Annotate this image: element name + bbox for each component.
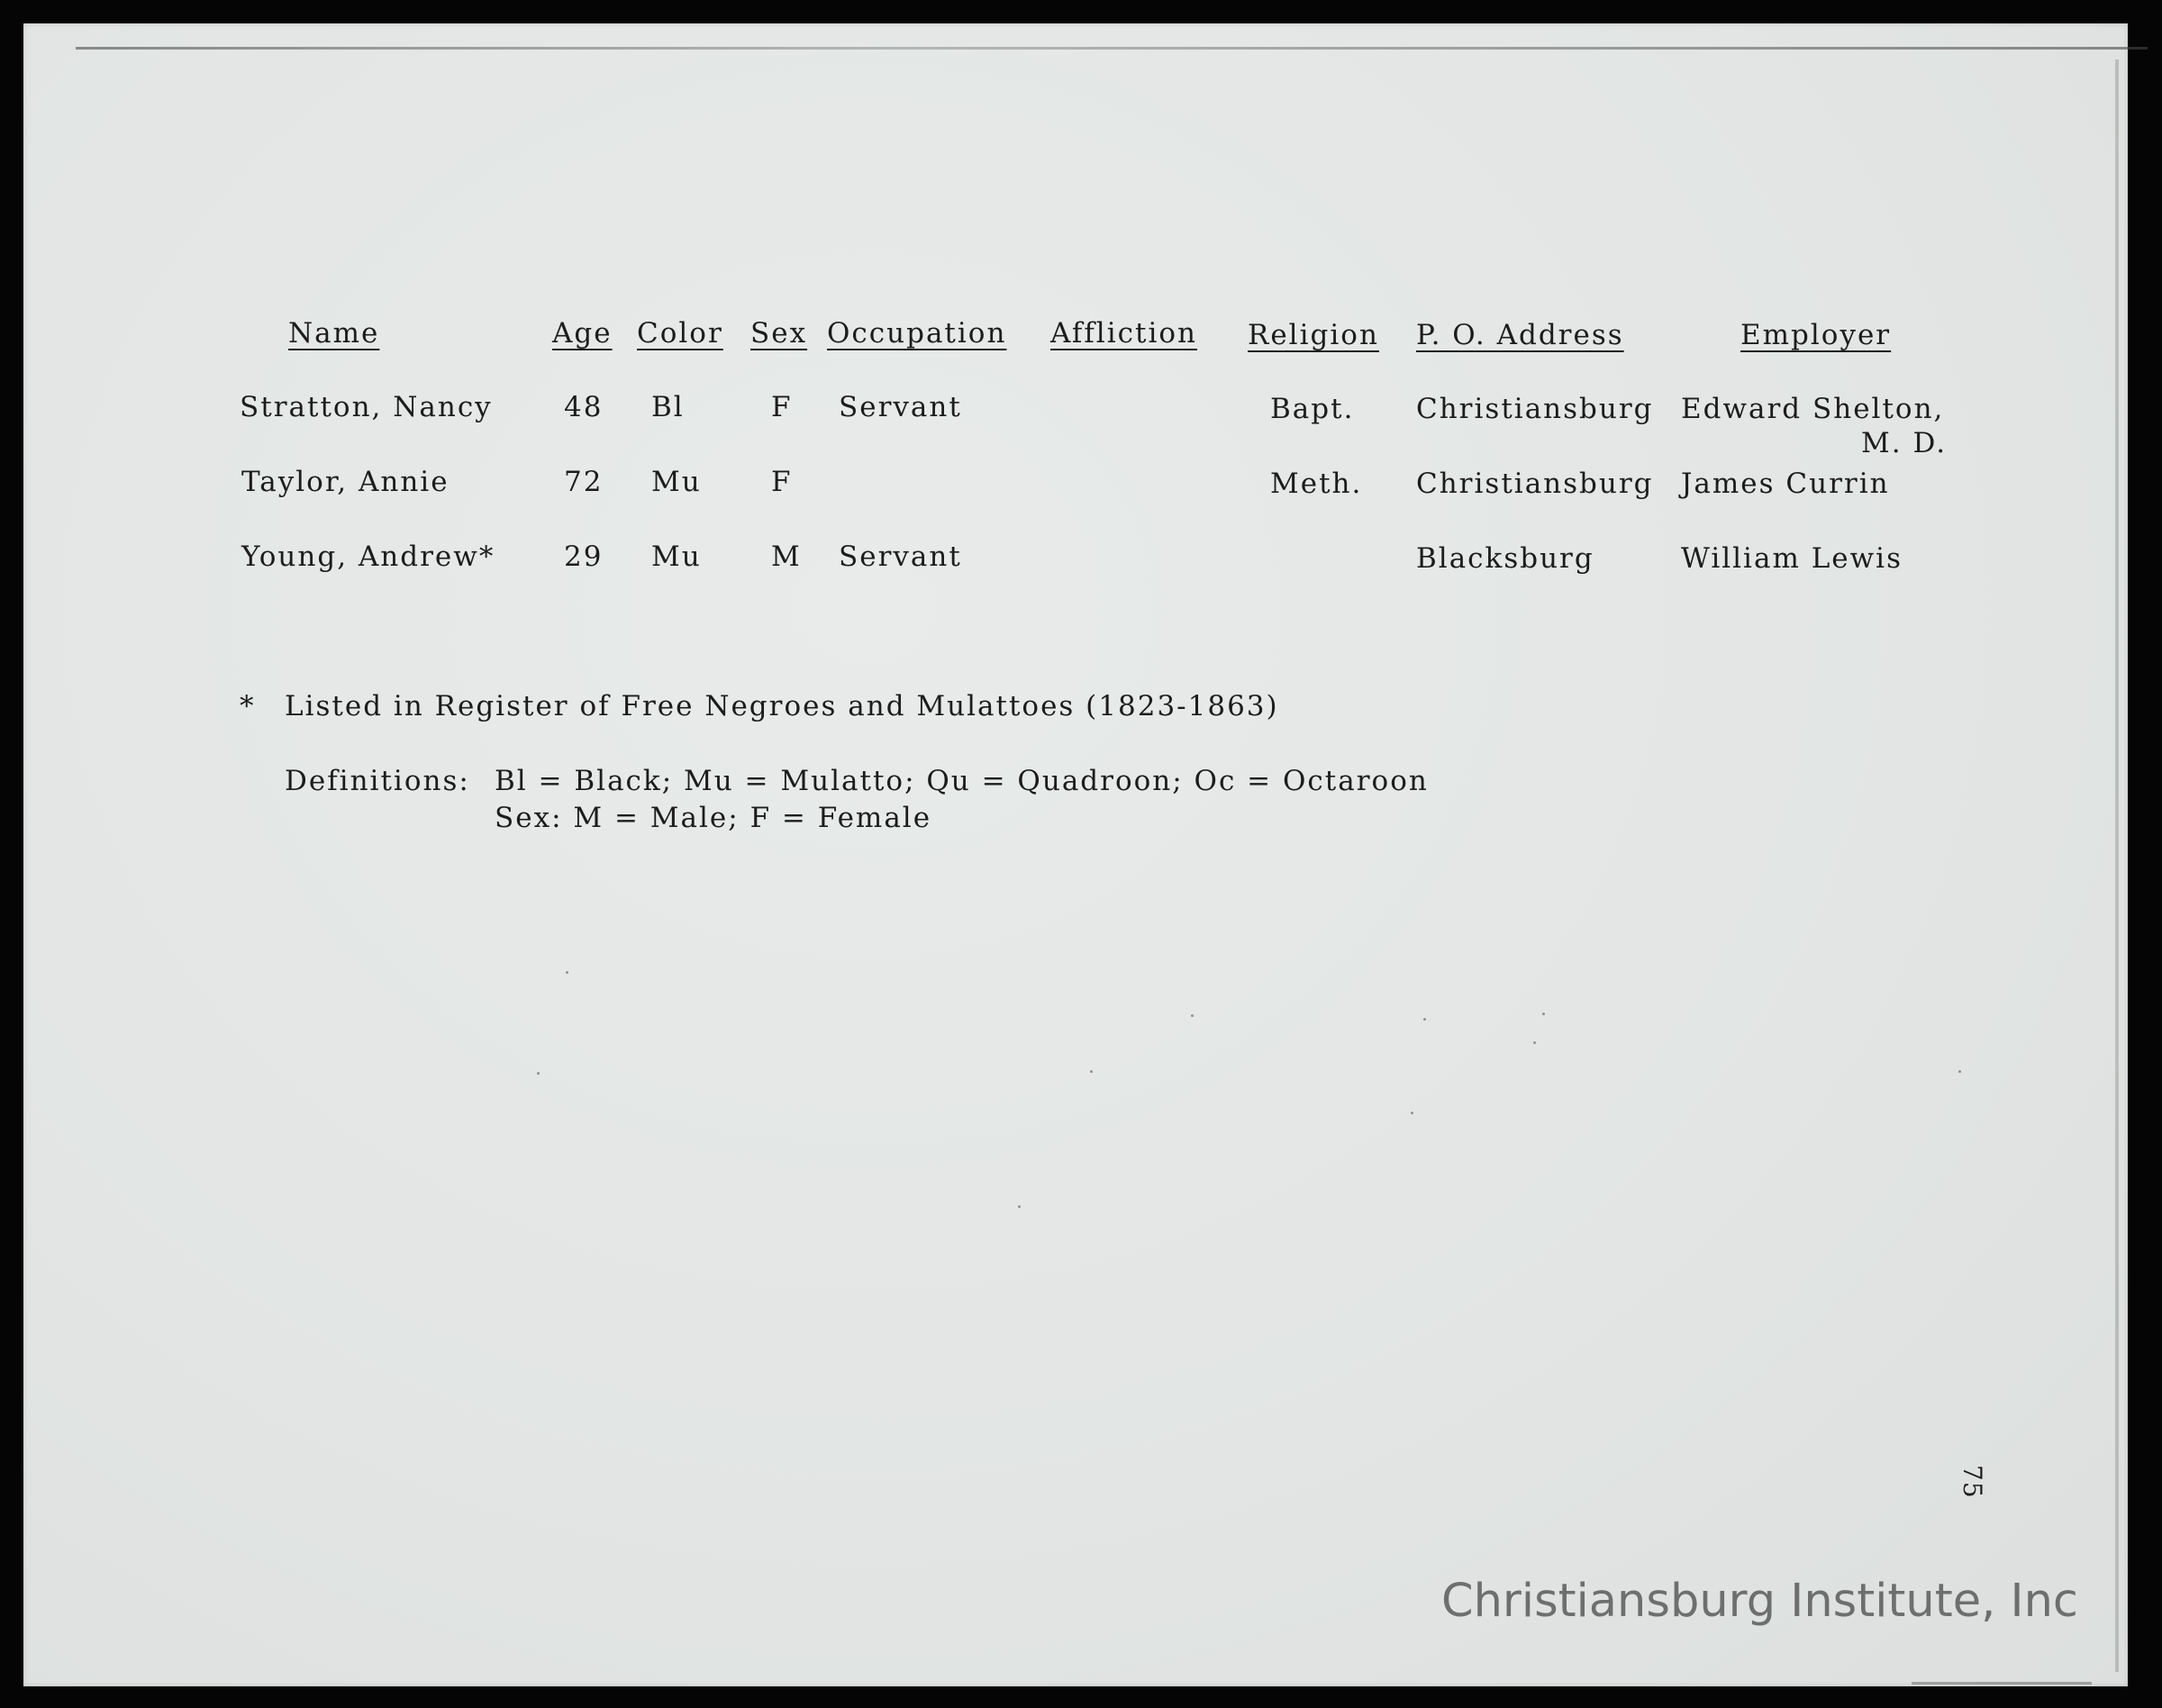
paper-speck xyxy=(1533,1041,1536,1044)
cell-employer: William Lewis xyxy=(1681,542,1903,575)
header-name: Name xyxy=(288,317,380,350)
header-address: P. O. Address xyxy=(1416,319,1624,351)
header-sex: Sex xyxy=(750,317,808,350)
cell-sex: F xyxy=(771,391,793,423)
cell-sex: M xyxy=(771,541,802,573)
cell-age: 72 xyxy=(564,466,604,498)
cell-employer: Edward Shelton, xyxy=(1681,393,1945,425)
cell-color: Bl xyxy=(651,391,685,423)
header-occupation: Occupation xyxy=(827,317,1007,350)
cell-sex: F xyxy=(771,466,793,498)
cell-age: 48 xyxy=(564,391,604,423)
document-page xyxy=(23,23,2128,1686)
cell-employer: James Currin xyxy=(1681,468,1890,500)
definitions-color-line: Bl = Black; Mu = Mulatto; Qu = Quadroon; Oc = Octaroon xyxy=(495,765,1429,797)
cell-occupation: Servant xyxy=(839,541,962,573)
page-edge-shadow xyxy=(2115,59,2119,1672)
watermark-text: Christiansburg Institute, Inc xyxy=(1441,1575,2078,1628)
cell-name: Stratton, Nancy xyxy=(240,391,493,423)
paper-speck xyxy=(566,971,568,974)
cell-religion: Bapt. xyxy=(1270,393,1355,425)
definitions-label: Definitions: xyxy=(285,765,470,797)
cell-color: Mu xyxy=(651,466,702,498)
bottom-edge-line xyxy=(1912,1682,2092,1685)
header-religion: Religion xyxy=(1248,319,1379,351)
cell-color: Mu xyxy=(651,541,702,573)
paper-speck xyxy=(1018,1205,1021,1208)
paper-speck xyxy=(1423,1018,1426,1021)
paper-speck xyxy=(1542,1013,1545,1015)
top-edge-line xyxy=(76,47,2148,50)
cell-occupation: Servant xyxy=(839,391,962,423)
cell-name: Young, Andrew* xyxy=(241,541,495,573)
cell-employer-line2: M. D. xyxy=(1861,427,1948,459)
cell-name: Taylor, Annie xyxy=(241,466,450,498)
header-employer: Employer xyxy=(1740,319,1892,351)
paper-speck xyxy=(1191,1014,1194,1017)
cell-religion: Meth. xyxy=(1270,468,1363,500)
paper-speck xyxy=(1411,1112,1413,1114)
cell-age: 29 xyxy=(564,541,604,573)
footnote-text: Listed in Register of Free Negroes and Mulattoes (1823-1863) xyxy=(285,690,1279,722)
cell-address: Christiansburg xyxy=(1416,468,1654,500)
header-affliction: Affliction xyxy=(1050,317,1197,350)
definitions-sex-line: Sex: M = Male; F = Female xyxy=(495,802,932,834)
header-color: Color xyxy=(637,317,723,350)
paper-speck xyxy=(1958,1070,1961,1073)
cell-address: Christiansburg xyxy=(1416,393,1654,425)
page-number: 75 xyxy=(1958,1465,1987,1499)
paper-speck xyxy=(537,1072,540,1075)
header-age: Age xyxy=(552,317,613,350)
cell-address: Blacksburg xyxy=(1416,542,1594,575)
footnote-marker: * xyxy=(240,690,256,722)
paper-speck xyxy=(1090,1070,1093,1073)
